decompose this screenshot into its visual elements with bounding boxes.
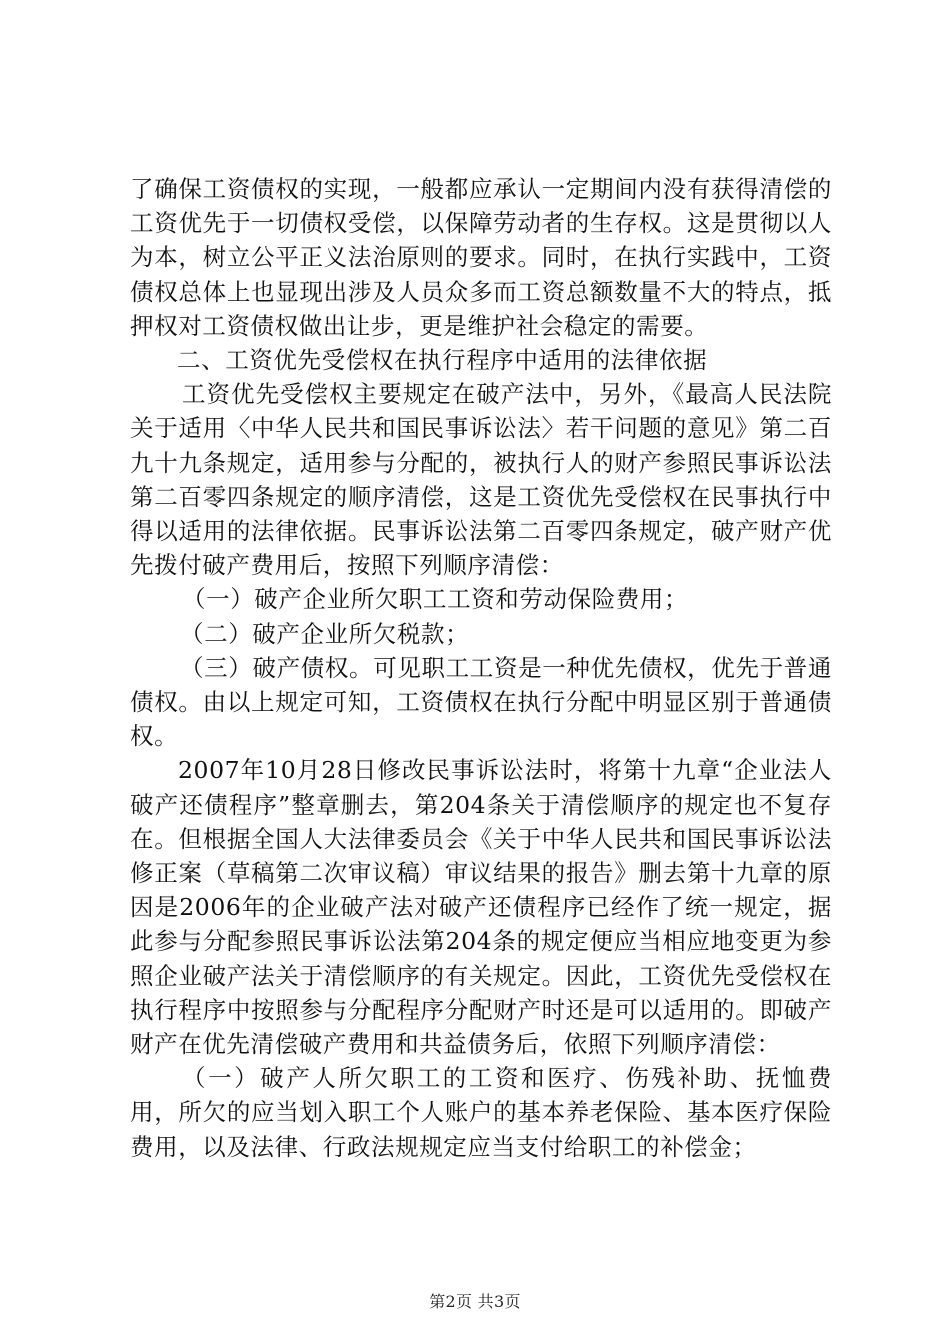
- paragraph-legal-basis: 工资优先受偿权主要规定在破产法中，另外，《最高人民法院关于适用〈中华人民共和国民事诉讼法〉若干问题的意见》第二百九十九条规定，适用参与分配的，被执行人的财产参照民事诉讼法第二百零四条规定的顺序清偿，这是工资优先受偿权在民事执行中得以适用的法律依据。民事诉讼法第二百零四条规定，破产财产优先拨付破产费用后，按照下列顺序清偿：: [130, 380, 832, 580]
- list-item-order-1: （一）破产企业所欠职工工资和劳动保险费用；: [182, 585, 689, 614]
- list-item-order-2: （二）破产企业所欠税款；: [180, 619, 470, 648]
- section-heading-legal-basis: 二、工资优先受偿权在执行程序中适用的法律依据: [177, 346, 708, 375]
- paragraph-wage-priority-rationale: 了确保工资债权的实现，一般都应承认一定期间内没有获得清偿的工资优先于一切债权受偿，以保障劳动者的生存权。这是贯彻以人为本，树立公平正义法治原则的要求。同时，在执行实践中，工资债权总体上也显现出涉及人员众多而工资总额数量不大的特点，抵押权对工资债权做出让步，更是维护社会稳定的需要。: [130, 175, 832, 340]
- page-footer: 第2页 共3页: [429, 1292, 521, 1311]
- document-body: [130, 172, 832, 1164]
- list-item-bankruptcy-order-1: （一）破产人所欠职工的工资和医疗、伤残补助、抚恤费用，所欠的应当划入职工个人账户的基本养老保险、基本医疗保险费用，以及法律、行政法规规定应当支付给职工的补偿金；: [130, 1064, 832, 1161]
- paragraph-2007-amendment: 2007年10月28日修改民事诉讼法时，将第十九章“企业法人破产还债程序”整章删去，第204条关于清偿顺序的规定也不复存在。但根据全国人大法律委员会《关于中华人民共和国民事诉讼法修正案（草稿第二次审议稿）审议结果的报告》删去第十九章的原因是2006年的企业破产法对破产还债程序已经作了统一规定，据此参与分配参照民事诉讼法第204条的规定便应当相应地变更为参照企业破产法关于清偿顺序的有关规定。因此，工资优先受偿权在执行程序中按照参与分配程序分配财产时还是可以适用的。即破产财产在优先清偿破产费用和共益债务后，依照下列顺序清偿：: [130, 756, 832, 1059]
- list-item-order-3: （三）破产债权。可见职工工资是一种优先债权，优先于普通债权。由以上规定可知，工资债权在执行分配中明显区别于普通债权。: [130, 653, 832, 751]
